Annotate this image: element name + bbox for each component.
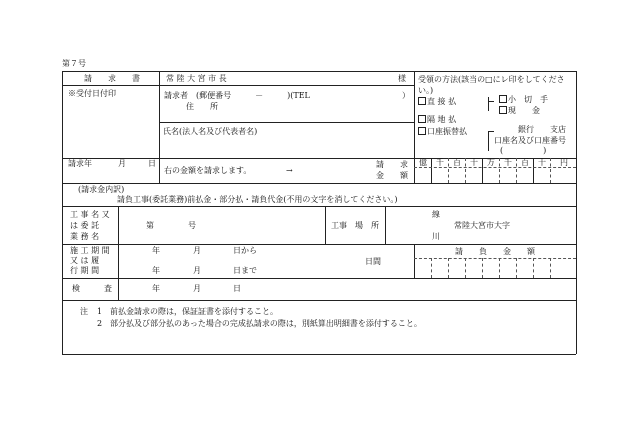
account-label: 口座名及び口座番号 [494,136,566,145]
bracket [488,97,489,111]
bracket [488,131,489,151]
bracket [488,101,494,102]
addressee: 常 陸 大 宮 市 長 [166,74,227,83]
period-from-year: 年 [152,246,160,255]
digit-sen: 千 [436,158,444,167]
digit-oku: 億 [419,158,427,167]
notes-prefix: 注 [80,307,88,316]
checkbox-icon [418,115,426,123]
note-2-text: 部分払及び部分払のあった場合の完成払請求の際は，別紙算出明細書を添付すること。 [110,319,422,328]
work-name-label-2: は 委 託 [70,221,100,230]
address-label: 住 所 [186,102,218,111]
period-to-year: 年 [152,266,160,275]
payment-cash[interactable]: 現 金 [499,106,540,115]
period-from: 日から [233,246,257,255]
digit-hyaku2: 百 [521,158,529,167]
checkbox-icon [499,106,507,114]
request-day: 日 [148,159,156,168]
work-name-label-3: 業 務 名 [70,232,100,241]
inspection-label: 検 査 [72,284,112,293]
name-label: 氏名(法人名及び代表者名) [163,127,258,136]
receipt-stamp-label: ※受付日付印 [68,89,116,98]
payment-method-label: 受領の方法(該当の□にレ印をしてください。) [418,75,565,95]
request-year-label: 請求年 [68,159,92,168]
request-statement: 右の金額を請求します。 [164,166,252,175]
inspection-month: 月 [193,284,201,293]
work-location-label: 工事 場 所 [331,221,379,230]
note-1-number: 1 [97,307,103,316]
amount-label-2: 金 額 [376,171,408,180]
inspection-year: 年 [152,284,160,293]
contract-amount-label: 請 負 金 額 [455,247,535,256]
payment-transfer[interactable]: 口座振替払 [418,127,467,136]
digit-juu2: 十 [538,158,546,167]
work-name-label-1: 工 事 名 又 [70,210,110,219]
bank-branch: 銀行 支店 [518,125,566,134]
inspection-day: 日 [233,284,241,293]
claimant-label: 請求者 [164,91,188,100]
note-1-text: 前払金請求の際は，保証証書を添付すること。 [110,307,278,316]
period-from-month: 月 [193,246,201,255]
checkbox-icon [418,97,426,105]
work-number-suffix: 号 [188,221,196,230]
account-paren: ( ) [500,146,547,155]
digit-man: 万 [487,158,495,167]
form-number: 第７号 [62,59,86,68]
arrow-icon: → [286,166,293,175]
note-2-number: 2 [97,319,103,328]
checkbox-icon [499,95,507,103]
period-days: 日間 [365,257,381,266]
period-label-1: 施 工 期 間 [70,246,110,255]
period-to-month: 月 [193,266,201,275]
digit-yen: 円 [560,158,568,167]
claimant-paren-close: ） [402,91,410,100]
honorific: 様 [398,74,406,83]
payment-cut-check[interactable]: 小 切 手 [499,95,548,104]
work-river: 川 [432,232,440,241]
breakdown-line: 請負工事(委託業務)前払金・部分払・請負代金(不用の文字を消してください。) [117,195,398,204]
claimant-postal: (郵便番号 － )(TEL [196,91,310,100]
request-month: 月 [118,159,126,168]
checkbox-icon [418,127,426,135]
form-title: 請 求 書 [84,74,140,83]
payment-remote[interactable]: 隔 地 払 [418,115,456,124]
work-route: 線 [432,210,440,219]
digit-juu: 十 [470,158,478,167]
work-city: 常陸大宮市大字 [454,221,510,230]
work-number-prefix: 第 [146,221,154,230]
period-to: 日まで [233,266,257,275]
period-label-2: 又 は 履 [70,256,100,265]
payment-direct[interactable]: 直 接 払 [418,97,456,106]
amount-label-1: 請 求 [376,160,408,169]
bracket [488,131,494,132]
digit-hyaku: 百 [453,158,461,167]
digit-sen2: 千 [504,158,512,167]
period-label-3: 行 期 間 [70,266,100,275]
breakdown-heading: (請求金内訳) [78,185,125,194]
